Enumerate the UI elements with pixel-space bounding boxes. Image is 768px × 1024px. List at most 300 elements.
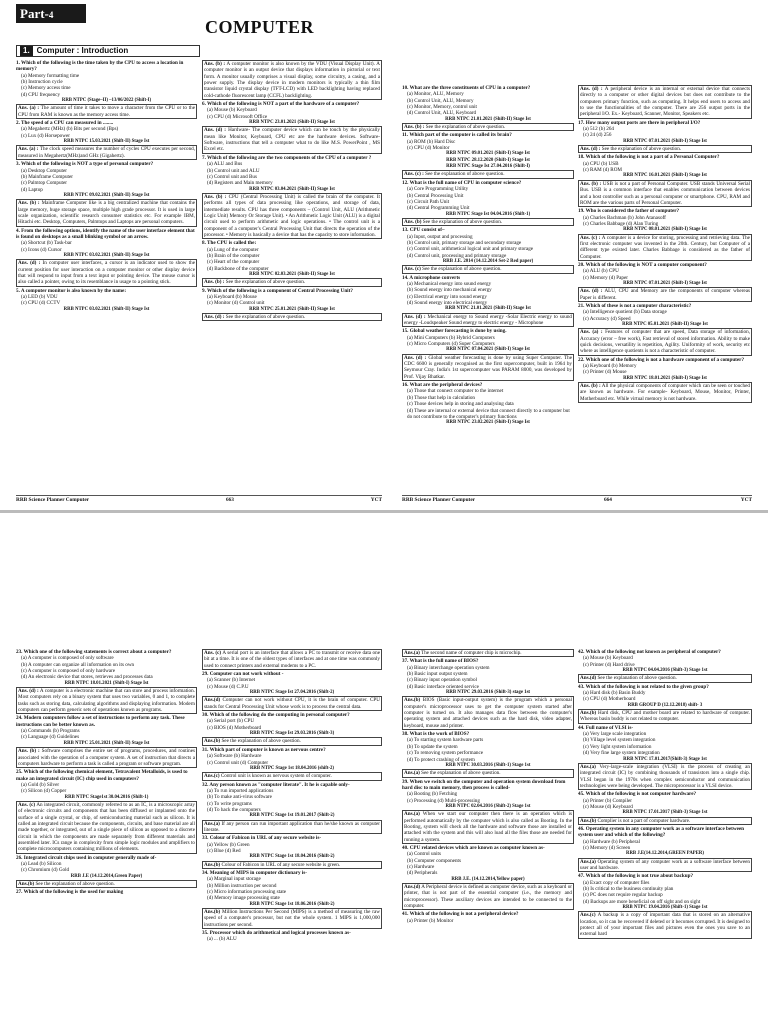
explanation-text: A computer is a device for storing, processing and retrieving data. The first electronic computer was invented in the 20th. Century, but Computer of a different type existed later. Charles Babbage is considered as the father of Computer. xyxy=(580,234,750,260)
answer-explanation xyxy=(402,810,574,844)
answer-explanation xyxy=(402,883,574,910)
question: 3. Which of the following is NOT a type of personal computer? xyxy=(16,161,154,168)
answer-key: Ans.(a) xyxy=(204,820,220,827)
answer-option: (d) CPU frequency xyxy=(21,91,61,98)
answer-option: (d) Control Unit, ALU, Keyboard xyxy=(407,110,477,117)
answer-explanation xyxy=(578,180,752,207)
answer-explanation xyxy=(578,145,752,153)
answer-option: (d) Control unit, processing and primary storage xyxy=(407,252,507,259)
question: 38. What is the work of BIOS? xyxy=(402,731,470,738)
answer-explanation xyxy=(16,880,197,888)
answer-option: (c) Monitor (d) Control unit xyxy=(207,300,265,307)
explanation-text: See the explanation of above question. xyxy=(597,675,677,682)
explanation-text: A serial port is an interface that allows a PC to transmit or receive data one bit at a time. It is one of the oldest types of interfaces and at one time was commonly used to connect printers and external modems to a PC. xyxy=(204,650,380,669)
exam-reference: RRB J.E (14.12.2014,Green Paper) xyxy=(70,873,143,879)
answer-explanation xyxy=(402,123,574,131)
answer-explanation xyxy=(202,696,382,711)
exam-reference: RRB GROUP D (12.12.2018) shift- 3 xyxy=(627,702,703,708)
answer-option: (a) Commands (b) Programs xyxy=(21,728,80,735)
answer-option: (c) Mouse (d) Keyboard xyxy=(583,803,633,810)
answer-option: (a) Intelligence quotient (b) Data storage xyxy=(583,309,667,316)
column-3 xyxy=(402,649,574,1024)
answer-key: Ans.(c) xyxy=(580,912,596,919)
answer-option: (a) Marginal input storage xyxy=(207,876,261,883)
answer-option: (a) Keyboard (b) Memory xyxy=(583,363,637,370)
exam-reference: RRB NTPC 23.01.2021 (Shift-II) Stage Ist xyxy=(249,120,335,126)
answer-option: (d) To protect crashing of system xyxy=(407,756,475,763)
answer-explanation xyxy=(16,687,197,714)
answer-option: (b) A computer can organize all information on its own xyxy=(21,661,135,668)
answer-key: Ans. (d) : xyxy=(18,260,41,267)
answer-explanation xyxy=(402,170,574,178)
answer-option: (b) Sound energy into mechanical energy xyxy=(407,287,492,294)
question: 46. Operating system in any computer work as a software interface between system user and which of the following? xyxy=(578,825,744,839)
answer-key: Ans. (d) : xyxy=(580,288,603,295)
question: 47. Which of the following is not true about backup? xyxy=(578,873,694,880)
exam-reference: RRB NTPC 07.01.2021 (Shift-I) Stage Ist xyxy=(623,280,707,286)
answer-option: (d) Backbone of the computer xyxy=(207,265,269,272)
exam-reference: RRB J.E. 2014 (14.12.2014 Set-2 Red paper) xyxy=(442,258,534,264)
footer-page-number: 664 xyxy=(603,497,612,503)
explanation-text: See the explanation of above question. xyxy=(225,279,306,286)
answer-option: (c) To removing system performance xyxy=(407,750,484,757)
answer-option: (b) Is critical to the business continuity plan xyxy=(583,886,674,893)
explanation-text: When we start our computer then there is an operation which is performed automatically by the computer which is also called as Booting. In the Booting, system will check all the hardware and software those are installed or attached with the system and this will also load all the files those are needed for running a system. xyxy=(404,811,572,843)
answer-option: (a) 512 (b) 264 xyxy=(583,126,614,133)
question: 10. What are the three constituents of CPU in a computer? xyxy=(402,85,531,91)
answer-option: (a) Desktop Computer xyxy=(21,167,67,174)
answer-key: Ans.(c) xyxy=(204,773,220,780)
answer-key: Ans.(b) xyxy=(404,697,421,704)
answer-option: (c) Chromium (d) Gold xyxy=(21,867,70,874)
answer-key: Ans. (b) : xyxy=(204,61,226,67)
answer-key: Ans.(a) xyxy=(580,763,596,770)
answer-key: Ans. (b) : xyxy=(580,180,602,187)
exam-reference: RRB NTPC 18.01.2021 (Shift-I) Stage Ist xyxy=(64,680,149,686)
exam-reference: RRB NTPC 17.01.2017 (Shift-3) Stage 1st xyxy=(622,810,708,816)
answer-key: Ans. (d) : xyxy=(580,86,603,92)
answer-explanation xyxy=(578,911,752,938)
question: 2. The speed of a CPU can measured in ........ xyxy=(16,120,114,127)
exam-reference: RRB NTPC Stage Ist 27.04.2016 (Shift-I) xyxy=(446,164,530,170)
explanation-text: A computer is a electronic machine that can store and process information. Most computers rely on a binary system that uses two variables, 0 and 1, to complete tasks such as storing data, calculating algorithms and displaying information. Modern computers can perform generic sets of operations known as programs. xyxy=(18,688,195,714)
answer-option: (d) These are internal or external device that connect directly to a computer but do not contribute to the computer's primary functions xyxy=(407,407,570,420)
section-heading: 1. Computer : Introduction xyxy=(16,45,200,57)
answer-option: (a) Those that connect computer to the internet xyxy=(407,388,504,395)
exam-reference: RRB NTPC 03.04.2021 (Shift-II) Stage Ist xyxy=(249,186,335,192)
answer-key: Ans.(b) xyxy=(580,817,597,824)
exam-reference: RRB NTPC 07.01.2021 (Shift-I) Stage Ist xyxy=(623,138,707,144)
question: 44. Full name of VLSI is- xyxy=(578,724,634,731)
answer-option: (c) Electrical energy into sound energy xyxy=(407,293,487,300)
right-page-footer xyxy=(402,495,752,503)
question: 34. Meaning of MIPS in computer dictionary is- xyxy=(202,870,307,876)
question: 25. Which of the following chemical element, Tetravalent Metalloids, is used to make an integrated circuit (IC) chip used in computers? xyxy=(16,769,188,782)
exam-reference: RRB NTPC 17.01.2017(Shift-3) Stage 1st xyxy=(623,756,707,762)
answer-key: Ans. (c) xyxy=(404,266,421,273)
answer-option: (a) Scanner (b) Internet xyxy=(207,677,256,684)
answer-option: (b) Million instruction per second xyxy=(207,882,277,889)
answer-key: Ans. (b) xyxy=(404,218,422,225)
explanation-text: USB is not a part of Personal Computer. USB stands Universal Serial Bus. USB is a common interface that enables communication between devices and a host controller such as a personal computer or smartphone. CPU, RAM and ROM are the various parts of Personal Computer. xyxy=(580,180,750,206)
answer-option: (b) Control unit, primary storage and secondary storage xyxy=(407,239,522,246)
explanation-text: A computer monitor is also known by the VDU (Visual Display Unit). A computer monitor is an output device that displays information in pictorial or text form. A monitor usually comprises a visual display, some circuitry, a casing, and a power supply. The display device in modern monitors is typically a thin film transistor liquid crystal display (TFT-LCD) with LED backlighting having replaced cold-cathode fluorescent lamp (CCFL) backlighting. xyxy=(204,61,380,99)
exam-reference: RRB NTPC 02.04.2016 (Shift-2) Stage 1st xyxy=(445,803,531,809)
exam-reference: RRB NTPC 04.04.2016 (Shift-3) Stage 1st xyxy=(622,668,708,674)
exam-reference: RRB NTPC 16.01.2021 (Shift-I) Stage Ist xyxy=(623,173,707,179)
answer-option: (c) Printer (d) Mouse xyxy=(583,369,627,376)
question: 9. Which of the following is a component of Central Processing Unit? xyxy=(202,287,353,294)
answer-key: Ans.(d) xyxy=(204,697,221,704)
column-1 xyxy=(16,60,197,493)
question: 20. Which of the following is NOT a computer component? xyxy=(578,261,707,268)
left-page-footer xyxy=(16,495,382,503)
explanation-text: A peripheral device is an internal or external device that connects directly to a computer or other digital devices but does not contribute to the computers primary function, such as computing. It helps end users to access and to use the functionalities of the computer. There are 256 output ports in the peripheral I/O. Ex.- Keyboard, Scanner, Monitor, Speakers etc. xyxy=(580,86,750,118)
answer-option: (d) Central Programming Unit xyxy=(407,205,470,212)
explanation-text: Software comprises the entire set of programs, procedures, and routines associated with the operation of a computer system. A set of instruction that directs a computers hardware to perform a task is called a program or software program. xyxy=(18,748,195,767)
answer-key: Ans. (c) xyxy=(18,801,36,808)
exam-reference: RRB NTPC 25.01.2021 (Shift-II) Stage Ist xyxy=(249,306,335,312)
answer-explanation xyxy=(202,649,382,670)
page-665-666-spread xyxy=(0,512,768,1024)
answer-option: (a) CPU (b) USB xyxy=(583,160,619,167)
answer-option: (c) Hardware xyxy=(407,864,435,870)
exam-reference: RRB NTPC 03.02.2021 (Shift-II) Stage Ist xyxy=(63,306,150,312)
answer-option: (c) Mouse (d) C.P.U xyxy=(207,683,249,690)
answer-option: (d) Registers and Main memory xyxy=(207,180,273,187)
answer-explanation xyxy=(578,763,752,790)
answer-explanation xyxy=(578,674,752,682)
answer-key: Ans. (b) : xyxy=(18,748,40,755)
explanation-text: If any person can run important application than he/she known as computer literate. xyxy=(204,820,380,833)
explanation-text: ALU, CPU and Memory are the components of computer whereas Paper is different. xyxy=(580,288,750,301)
answer-option: (d) Basic interface oriented service xyxy=(407,683,479,690)
explanation-text: A backup is a copy of important data that is stored on an alternative location, so it can be recovered if deleted or it becomes corrupted. It is designed to protect all of your important files and pictures even the ones you save to an external hard xyxy=(580,912,750,938)
answer-option: (c) Micro information processing state xyxy=(207,889,287,896)
right-page-body xyxy=(402,0,752,493)
answer-option: (b) Brain of the computer xyxy=(207,252,260,259)
question: 24. Modern computers follow a set of instructions to perform any task. These instructions can be better known as. xyxy=(16,715,185,728)
explanation-text: Operating system of any computer work as a software interface between user and hardware. xyxy=(580,858,750,871)
answer-key: Ans. (c) : xyxy=(580,234,601,241)
answer-option: (a) Input, output and processing xyxy=(407,233,473,240)
answer-key: Ans.(a) xyxy=(580,858,596,865)
exam-reference: RRB NTPC 09.01.2021 (Shift-I) Stage Ist xyxy=(446,151,530,157)
explanation-text: Computer can not work without CPU, it is the brain of computer. CPU stands for Central Processing Unit whose work is to process the central data. xyxy=(204,697,380,710)
answer-option: (c) Lux (d) Horsepower xyxy=(21,132,70,139)
exam-reference: RRB NTPC 03.02.2021 (Shift-II) Stage Ist xyxy=(63,252,150,258)
answer-option: (c) Heart of the computer xyxy=(207,259,260,266)
explanation-text: Features of computer that are speed, Data storage of information, Accuracy (error – free work), Fast retrieval of stored information. Ability to make quick decisions, versatility is repetition, Agility. Uniformity of work, security etc where as intelligence quotients is not a characteristic of computer. xyxy=(580,329,750,355)
answer-option: (c) Control unit and Bus xyxy=(207,173,257,180)
answer-option: (a) Mechanical energy into sound energy xyxy=(407,280,492,287)
exam-reference: RRB NTPC Stage1st 30.04.2016 (Shift-1) xyxy=(64,794,149,800)
exam-reference: RRB NTPC Stage 1st 19.01.2017 (Shift-2) xyxy=(249,813,335,819)
question: 32. Any person known as "computer literate". It he is capable only- xyxy=(202,781,350,788)
answer-explanation xyxy=(202,126,382,153)
footer-publisher: YCT xyxy=(370,497,382,503)
question: 1. Which of the following is the time taken by the CPU to access a location in memory? xyxy=(16,60,184,73)
explanation-text: BIOS (Basic input-output system) is the program which a personal computer's microprocessor uses to get the computer system started after computer is turned on. It also manages data flow between the computer's operating system and attached devices such as the hard disk, video adapter, keyboard, mouse and printer. xyxy=(404,697,572,729)
exam-reference: RRB NTPC 08.01.2021 (Shift-I) Stage Ist xyxy=(623,227,707,233)
answer-key: Ans.(b) xyxy=(204,909,221,916)
question: 29. Computer can not work without - xyxy=(202,671,284,678)
exam-reference: RRB NTPC 21.01.2021 (Shift-II) Stage Ist xyxy=(445,116,531,122)
explanation-text: Hard disk, CPU and mother board are related to hardware of computer. Whereas basin buddy is not related to computer. xyxy=(580,710,751,723)
answer-option: (a) Shortcut (b) Task-bar xyxy=(21,240,72,247)
answer-key: Ans. (a) : xyxy=(580,329,603,336)
answer-key: Ans. (b) : xyxy=(204,279,225,286)
answer-explanation xyxy=(578,328,752,355)
answer-option: (c) Control unit, arithmetical logical unit and primary storage xyxy=(407,246,534,253)
answer-option: (d) Memory image processing state xyxy=(207,895,280,902)
answer-explanation xyxy=(16,801,197,854)
answer-explanation xyxy=(16,104,197,119)
question: 31. Which part of computer is known as nervous centre? xyxy=(202,746,326,753)
exam-reference: RRB NTPC 18.01.2021 (Shift-I) Stage Ist xyxy=(623,375,707,381)
answer-option: (c) CPU (d) Monitor xyxy=(407,145,450,152)
question: 39. When we switch on the computer and operation system download from hard disc to main memory, then process is called- xyxy=(402,778,566,791)
answer-explanation xyxy=(16,199,197,226)
question: 33. Colour of Fabicon in URL of any secure website is- xyxy=(202,835,322,842)
explanation-text: See the explanation of above question. xyxy=(601,146,682,153)
answer-explanation xyxy=(578,817,752,825)
answer-explanation xyxy=(402,218,574,226)
answer-option: (c) Palmtop Computer xyxy=(21,180,67,187)
answer-key: Ans. (c) xyxy=(204,650,222,656)
answer-key: Ans. (a) : xyxy=(18,146,39,153)
answer-key: Ans.(a) xyxy=(404,770,420,777)
question: 13. CPU consist of– xyxy=(402,227,445,234)
answer-key: Ans.(a) xyxy=(404,811,420,818)
answer-key: Ans. (b) : xyxy=(204,193,227,200)
explanation-text: A Peripheral device is defined as computer device, such as a keyboard or printer, that is not part of the essential computer (i.e., the memory and microprocessor). These auxiliary devices are intended to be connected to the computer. xyxy=(404,884,572,910)
explanation-text: CPU (Central Processing Unit) is called the brain of the computer. It performs all types of data processing like operations, and storage of data, intermediate results. CPU has three components – (Control Unit, ALU (Arithmetic Logic Unit) Memory Or Storage Unit). • An Arithmetic Logic Unit (ALU) is a digital circuit used to perform arithmetic and logic operations. • The control unit is a component of a computer's Central Processing Unit that directs the operation of the processor. • Memory is basically a device that has the capacity to store information. xyxy=(204,193,380,238)
exam-reference: RRB J.E. (14.12.2014,Yellow paper) xyxy=(451,876,525,882)
answer-key: Ans.(b) xyxy=(18,881,35,888)
answer-option: (d) Laptop xyxy=(21,186,43,193)
answer-option: (b) Instruction cycle xyxy=(21,79,63,86)
answer-option: (c) Charles Babbage (d) Alan Turing xyxy=(583,220,659,227)
question: 30. Which of the following do the computing in personal computer? xyxy=(202,712,350,719)
answer-key: Ans.(d) xyxy=(580,675,597,682)
answer-explanation xyxy=(202,278,382,286)
answer-option: (c) RAM (d) ROM xyxy=(583,167,622,174)
answer-option: (c) Memory access time xyxy=(21,85,71,92)
explanation-text: Hardware- The computer device which can be touch by the physically mean like Monitor, Keyboard, CPU etc are the hardware devices. Software- Software, instructions that tell a computer what to do like M.S. PowerPoint , MS Excel etc. xyxy=(204,127,380,153)
question: 7. Which of the following are the two components of the CPU of a computer ? xyxy=(202,154,372,161)
answer-option: (b) To update the system xyxy=(407,743,458,750)
answer-option: (a) Core Programming Utility xyxy=(407,186,469,193)
answer-option: (a) Software (b) Hardware xyxy=(207,753,262,760)
answer-option: (a) Very large scale integration xyxy=(583,731,647,738)
answer-option: (a) Printer (b) Monitor xyxy=(407,917,454,924)
answer-explanation xyxy=(402,313,574,328)
explanation-text: Mainframe Computer like is a big centralized machine that contains the large memory, huge storage space, multiple high grade processor. It is used in large scale organization, scientific research consumer statistics etc. For example IBM, Hitachi etc. Desktop, Computers, Palmtops and Laptops are personal computers. xyxy=(18,200,195,226)
answer-option: (c) Very light system information xyxy=(583,743,652,750)
answer-explanation xyxy=(402,354,574,381)
explanation-text: In computer user interfaces, a cursor is an indicator used to show the current position for user interaction on a computer monitor or other display device that will respond to input from a text input or pointing device. The mouse cursor is also called a pointer, owing to its resemblance in usage to a pointing stick. xyxy=(18,260,195,286)
answer-option: (a) Mouse (b) Keyboard xyxy=(583,655,633,662)
answer-explanation xyxy=(578,85,752,119)
answer-key: Ans. (b) : xyxy=(18,200,40,207)
exam-reference: RRB NTPC Stage 1st 18.04.2016 (shift-2) xyxy=(249,765,335,771)
answer-key: Ans. (c) : xyxy=(404,171,424,178)
answer-option: (a) Megahertz (MHz) (b) Bits per second (Bps) xyxy=(21,126,119,133)
answer-option: (a) Control units xyxy=(407,851,441,858)
answer-explanation xyxy=(402,769,574,777)
answer-explanation xyxy=(202,60,382,100)
left-page-body xyxy=(16,649,382,1024)
answer-key: Ans.(b) xyxy=(204,861,221,868)
answer-option: (a) Lead (b) Silicon xyxy=(21,861,62,867)
answer-option: (c) CPU (d) Microsoft Office xyxy=(207,113,268,120)
question: 4. From the following options, identify the name of the user interface element that is found on desktops as a small blinking symbol or an arrow. xyxy=(16,227,195,240)
answer-explanation xyxy=(578,858,752,873)
column-1 xyxy=(16,649,197,1024)
answer-option: (b) Computer components xyxy=(407,857,461,864)
answer-option: (d) Sound energy into electrical energy xyxy=(407,300,488,306)
question: 15. Global weather forecasting is done by using. xyxy=(402,328,507,335)
answer-option: (a) ROM (b) Hard Disc xyxy=(407,138,456,145)
answer-option: (c) CPU (d) Motherboard xyxy=(583,696,636,703)
answer-explanation xyxy=(578,382,752,403)
question: 26. Integrated circuit chips used in computer generally made of- xyxy=(16,854,157,861)
answer-option: (c) Memory (d) Paper xyxy=(583,274,628,281)
answer-option: (a) Mini Computers (b) Hybrid Computers xyxy=(407,334,495,341)
left-page-body xyxy=(16,60,382,493)
explanation-text: Colour of Fabicon in URL of any secure website is green. xyxy=(221,861,341,868)
answer-key: Ans.(d) xyxy=(404,884,421,891)
answer-option: (a) Mouse (b) Keyboard xyxy=(207,107,257,114)
question: 17. How many output ports are there in peripheral I/O? xyxy=(578,119,701,126)
footer-book-title: RRB Science Planner Computer xyxy=(402,497,476,503)
answer-explanation xyxy=(202,820,382,835)
explanation-text: The clock speed measures the number of cycles CPU executes per second, measured in Megahertz(MHz)and GHz (Gigahertz). xyxy=(18,146,195,159)
explanation-text: Global weather forecasting is done by using Super Computer. The CDC 6600 is generally recognised as the first supercomputer, built in 1964 by Seymour Cray. India's 1st supercomputer was PARAM 8000, was developed by Prof. Vijay Bhatkar. xyxy=(404,354,572,380)
exam-reference: RRB NTPC Stage Ist 27.04.2016 (Shift-2) xyxy=(249,690,335,696)
answer-explanation xyxy=(202,908,382,929)
part-tag: Part-4 xyxy=(16,4,86,23)
answer-key: Ans. (d) : xyxy=(204,127,226,134)
exam-reference: RRB NTPC 23.02.2021 (Shift-I) Stage Ist xyxy=(446,420,530,426)
question: 23. Which one of the following statements is correct about a computer? xyxy=(16,649,172,655)
answer-option: (a) ... (b) ALU xyxy=(207,936,237,943)
explanation-text: Mechanical energy to Sound energy -Solar Electric energy to sound energy -Loudspeaker Sound energy to electric energy - Microphone xyxy=(404,313,572,327)
answer-option: (a) Keyboard (b) Mouse xyxy=(207,294,257,301)
question: 5. A computer monitor is also known by the name: xyxy=(16,287,127,294)
exam-reference: RRB NTPC 09.02.2021 (Shift-II) Stage Ist xyxy=(63,192,150,198)
answer-option: (c) Blue (d) Red xyxy=(207,847,241,854)
explanation-text: Very-large-scale integration (VLSI) is the process of creating an integrated circuit (IC) by combining thousands of transistors into a single chip. VLSI began in the 1970s when complex semiconductor and communication technologies were being developed. The microprocessor is a VLSI device. xyxy=(580,763,750,789)
answer-option: (b) Those that help in calculation xyxy=(407,394,475,401)
answer-option: (c) Control unit (d) Computer xyxy=(207,759,269,766)
answer-option: (c) Circuit Path Unit xyxy=(407,198,450,205)
answer-key: Ans. (a) : xyxy=(18,105,40,112)
answer-option: (a) LED (b) VDU xyxy=(21,294,58,301)
explanation-text: See the explanation of above question. xyxy=(421,770,501,777)
answer-option: (c) Silicon (d) Copper xyxy=(21,788,67,795)
answer-option: (c) Those devices help in storing and analysing data xyxy=(407,401,514,408)
answer-option: (c) Micro Computers (d) Super Computers xyxy=(407,341,495,348)
question: 42. Which of the following not known as peripheral of computer? xyxy=(578,649,721,655)
question: 8. The CPU is called the: xyxy=(202,240,257,247)
answer-option: (a) Hardware (b) Peripheral xyxy=(583,838,640,845)
column-3 xyxy=(402,85,574,493)
answer-key: Ans. (d) : xyxy=(580,146,601,153)
answer-option: (b) To make anti-virus software xyxy=(207,794,272,801)
answer-option: (b) Central Processing Unit xyxy=(407,192,464,199)
question: 35. Processor which do arithmetical and logical processes known as- xyxy=(202,930,351,937)
question: 40. CPU related devices which are known as computer known as- xyxy=(402,844,545,851)
answer-option: (a) A computer is composed of only software xyxy=(21,655,114,662)
answer-option: (a) Monitor, ALU, Memory xyxy=(407,91,464,98)
answer-option: (a) Gold (b) Silver xyxy=(21,781,60,788)
answer-option: (c) A computer is composed of only hardware xyxy=(21,668,116,675)
column-4 xyxy=(578,85,752,493)
footer-book-title: RRB Science Planner Computer xyxy=(16,497,90,503)
answer-explanation xyxy=(16,747,197,768)
question: 14. A microphone converts xyxy=(402,274,461,281)
column-4 xyxy=(578,649,752,1024)
exam-reference: RRB NTPC 28.12.2020 (Shift-I) Stage Ist xyxy=(446,157,530,163)
answer-option: (a) Exact copy of computer files xyxy=(583,879,650,886)
footer-publisher: YCT xyxy=(740,497,752,503)
answer-option: (d) To hack the computers xyxy=(207,806,261,813)
question: 45. Which of the following is not computer hardware? xyxy=(578,791,697,798)
explanation-text: The amount of time it takes to move a character from the CPU or to the CPU from RAM is known as the memory access time. xyxy=(18,105,195,118)
exam-reference: RRB J.E(14.12.2014,GREEN PAPER) xyxy=(626,851,704,857)
answer-key: Ans.(a) xyxy=(404,650,420,656)
answer-option: (a) Lung of the computer xyxy=(207,246,259,253)
exam-reference: RRB NTPC 29.03.2016 (Shift-3) stage 1st xyxy=(445,690,531,696)
answer-option: (c) Binary input operation symbol xyxy=(407,677,477,684)
question: 21. Which of these is not a computer characteristic? xyxy=(578,303,692,309)
exam-reference: RRB NTPC Stage 1st 18.04.2016 (Shift-2) xyxy=(249,854,335,860)
page-title: COMPUTER xyxy=(205,17,314,37)
explanation-text: The second name of computer chip is microchip. xyxy=(421,650,522,656)
answer-explanation xyxy=(202,193,382,239)
exam-reference: RRB NTPC 15.03.2021 (Shift-II) Stage Ist xyxy=(63,139,150,145)
column-2 xyxy=(202,649,382,1024)
question: 22. Which one of the following is not a hardware component of a computer? xyxy=(578,356,745,363)
answer-option: (a) To run imported applications xyxy=(207,787,274,794)
answer-explanation xyxy=(202,861,382,869)
exam-reference: RRB NTPC 02.03.2021 (Shift-II) Stage Ist xyxy=(249,272,335,277)
answer-option: (b) Control unit and ALU xyxy=(207,167,260,174)
answer-option: (d) Peripherals xyxy=(407,870,438,877)
question: 19. Who is considered the father of computer? xyxy=(578,208,680,215)
answer-option: (b) Basic input output system xyxy=(407,671,468,678)
answer-option: (c) PC does not require regular backup xyxy=(583,892,663,899)
explanation-text: See the explanation of above question. xyxy=(225,314,306,321)
answer-option: (c) Processing (d) Multi-processing xyxy=(407,797,480,804)
explanation-text: See the explanation of above question. xyxy=(422,266,502,273)
answer-explanation xyxy=(402,696,574,730)
answer-option: (a) ALU (b) CPU xyxy=(583,268,619,275)
answer-explanation xyxy=(202,772,382,780)
answer-option: (a) Charles Bachman (b) John Atanasoff xyxy=(583,214,666,221)
answer-explanation xyxy=(578,287,752,302)
explanation-text: See the explanation of above question. xyxy=(35,881,115,888)
answer-explanation xyxy=(202,313,382,321)
exam-reference: RRB NTPC 21.01.2021 (Shift-II) Stage Ist xyxy=(445,306,531,312)
column-2 xyxy=(202,60,382,493)
answer-explanation xyxy=(578,234,752,261)
question: 18. Which of the following is not a part of a Personal Computer? xyxy=(578,154,720,161)
exam-reference: RRB NTPC 07.04.2021 (Shift-I) Stage Ist xyxy=(446,347,530,353)
answer-key: Ans. (d) : xyxy=(404,354,427,361)
